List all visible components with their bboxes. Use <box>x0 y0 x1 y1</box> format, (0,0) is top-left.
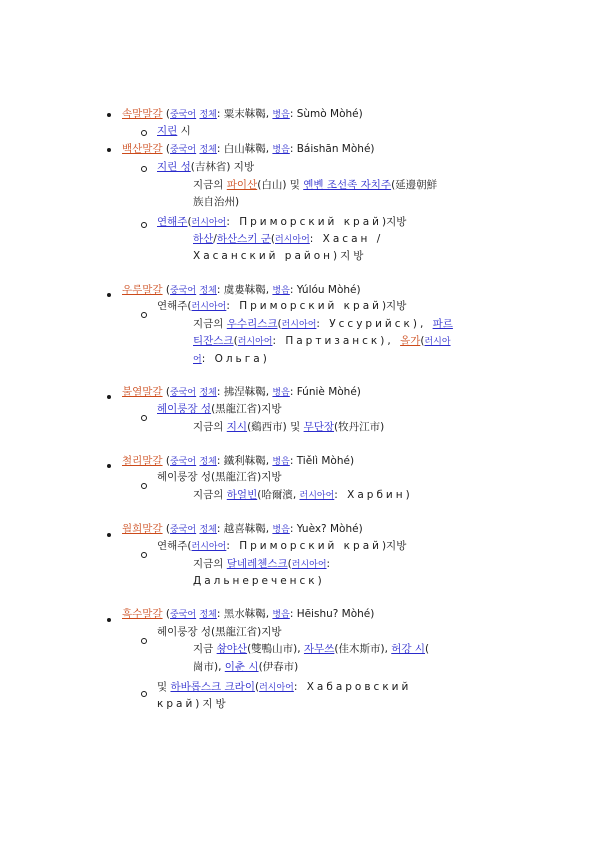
tribe-link[interactable]: 백산말갈 <box>122 143 163 155</box>
script-link[interactable]: 정체 <box>199 388 217 398</box>
text: (延邊朝鮮 <box>391 179 438 191</box>
sub-bullet-icon <box>141 552 147 558</box>
pinyin-link[interactable]: 병음 <box>272 145 290 155</box>
bullet-icon <box>107 395 111 399</box>
pinyin-text: Sùmò Mòhé <box>296 108 359 120</box>
place-link[interactable]: 솽야산 <box>216 643 248 655</box>
colon: : <box>289 108 297 120</box>
text: (佳木斯市), <box>334 643 392 655</box>
text: 연해주( <box>157 300 192 312</box>
colon: : <box>289 608 297 620</box>
lang-link[interactable]: 중국어 <box>170 610 197 620</box>
place-link[interactable]: 달네레첸스크 <box>226 558 288 570</box>
text: 및 <box>157 681 171 693</box>
tribe-link[interactable]: 철리말갈 <box>122 455 163 467</box>
russian-text: : Приморский край <box>226 300 382 312</box>
place-text: (黑龍江省)지방 <box>211 403 282 415</box>
text: )지방 <box>381 540 407 552</box>
place-link[interactable]: 하바롭스크 크라이 <box>170 681 255 693</box>
lang-link[interactable]: 러시아어 <box>291 560 327 570</box>
place-link[interactable]: 연해주 <box>157 216 188 228</box>
colon: : <box>289 386 297 398</box>
script-link[interactable]: 정체 <box>199 610 217 620</box>
place-link[interactable]: 무단장 <box>303 421 335 433</box>
paren-close: ) <box>358 523 363 535</box>
tribe-link[interactable]: 속말말갈 <box>122 108 163 120</box>
paren: ( <box>187 216 192 228</box>
sub-bullet-icon <box>141 483 147 489</box>
text: / <box>213 233 217 245</box>
russian-text: Дальнереченск) <box>193 575 325 587</box>
pinyin-link[interactable]: 병음 <box>272 457 290 467</box>
paren: ( <box>165 455 171 467</box>
sub-bullet-icon <box>141 222 147 228</box>
pinyin-text: Yuèx? Mòhé <box>296 523 359 535</box>
lang-link[interactable]: 러시아어 <box>299 491 335 501</box>
lang-link[interactable]: 러시아어 <box>259 683 294 693</box>
text: )지방 <box>381 300 407 312</box>
text: 연해주( <box>157 540 192 552</box>
paren: ( <box>165 523 171 535</box>
text: )지방 <box>381 216 407 228</box>
colon: : <box>289 523 297 535</box>
paren-close: ) <box>370 608 375 620</box>
colon: : <box>289 455 297 467</box>
lang-link[interactable]: 중국어 <box>170 388 197 398</box>
place-link[interactable]: 올가 <box>400 335 421 347</box>
paren: ( <box>165 608 171 620</box>
bullet-icon <box>107 618 111 622</box>
paren-close: ) <box>358 108 363 120</box>
text: 지금의 <box>193 421 227 433</box>
place-link[interactable]: 지린 <box>157 125 178 137</box>
tribe-link[interactable]: 우루말갈 <box>122 284 163 296</box>
text: (哈爾濱, <box>257 489 300 501</box>
script-link[interactable]: 정체 <box>199 457 217 467</box>
pinyin-link[interactable]: 병음 <box>272 610 290 620</box>
text: 헤이룽장 성(黑龍江省)지방 <box>157 471 282 483</box>
paren-close: ) <box>356 386 361 398</box>
lang-link[interactable]: 중국어 <box>170 110 197 120</box>
place-link[interactable]: 티잔스크 <box>193 335 234 347</box>
hanja-name: : 白山靺鞨, <box>216 143 273 155</box>
paren: ( <box>165 143 171 155</box>
lang-link[interactable]: 러시아어 <box>275 235 310 245</box>
text: (白山) 및 <box>257 179 304 191</box>
lang-link[interactable]: 러시아어 <box>191 542 227 552</box>
place-link[interactable]: 자무쓰 <box>303 643 335 655</box>
pinyin-link[interactable]: 병음 <box>272 388 290 398</box>
paren: ( <box>270 233 276 245</box>
paren-close: ) <box>356 284 361 296</box>
lang-link[interactable]: 중국어 <box>170 457 197 467</box>
bullet-icon <box>107 533 111 537</box>
paren-close: ) <box>370 143 375 155</box>
lang-link[interactable]: 중국어 <box>170 525 197 535</box>
russian-text: Хасанский район)지방 <box>193 250 367 262</box>
pinyin-link[interactable]: 병음 <box>272 525 290 535</box>
place-text: (吉林省) 지방 <box>190 161 255 173</box>
hanja-name: : 拂涅靺鞨, <box>216 386 273 398</box>
pinyin-link[interactable]: 병음 <box>272 110 290 120</box>
pinyin-text: Yúlóu Mòhé <box>296 284 357 296</box>
colon: : <box>289 143 297 155</box>
text: (牧丹江市) <box>334 421 385 433</box>
place-link[interactable]: 이춘 시 <box>224 661 259 673</box>
paren-close: ) <box>349 455 355 467</box>
script-link[interactable]: 정체 <box>199 110 217 120</box>
pinyin-text: Fúniè Mòhé <box>296 386 357 398</box>
paren: ( <box>425 643 430 655</box>
bullet-icon <box>107 464 111 468</box>
text: 지금의 <box>193 489 227 501</box>
russian-text: : Хабаровский <box>293 681 412 693</box>
russian-text: : Приморский край <box>226 216 382 228</box>
sub-bullet-icon <box>141 638 147 644</box>
paren: ( <box>233 335 238 347</box>
place-link[interactable]: 지시 <box>226 421 248 433</box>
colon: : <box>289 284 297 296</box>
place-link[interactable]: 하얼빈 <box>226 489 258 501</box>
russian-text: : Партизанск), <box>272 335 401 347</box>
place-text: 시 <box>177 125 191 137</box>
place-link[interactable]: 지린 성 <box>157 161 191 173</box>
russian-text: : Уссурийск), <box>316 318 433 330</box>
place-link[interactable]: 파이산 <box>226 179 258 191</box>
text: (雙鴨山市), <box>247 643 304 655</box>
text: 헤이룽장 성(黑龍江省)지방 <box>157 626 282 638</box>
lang-link[interactable]: 러시아어 <box>281 320 317 330</box>
place-link[interactable]: 헤이룽장 성 <box>157 403 212 415</box>
paren: ( <box>277 318 282 330</box>
paren: ( <box>165 284 171 296</box>
pinyin-link[interactable]: 병음 <box>272 286 290 296</box>
paren: ( <box>165 108 171 120</box>
sub-bullet-icon <box>141 415 147 421</box>
place-link[interactable]: 하산스키 군 <box>216 233 271 245</box>
text: 지금의 <box>193 558 227 570</box>
lang-link[interactable]: 러시아어 <box>237 337 273 347</box>
hanja-name: : 越喜靺鞨, <box>216 523 273 535</box>
paren: ( <box>287 558 292 570</box>
tribe-link[interactable]: 월희말갈 <box>122 523 163 535</box>
text: 崗市), <box>193 661 225 673</box>
lang-link[interactable]: 러시아어 <box>191 218 227 228</box>
text: 지금의 <box>193 179 227 191</box>
russian-text: : Хасан / <box>309 233 384 245</box>
text: 지금의 <box>193 318 227 330</box>
pinyin-text: Hēishu? Mòhé <box>296 608 371 620</box>
russian-text: : Ольга) <box>201 353 270 365</box>
text: : <box>326 558 331 570</box>
lang-link[interactable]: 어 <box>193 355 202 365</box>
lang-link[interactable]: 러시아 <box>424 337 451 347</box>
place-link[interactable]: 옌볜 조선족 자치주 <box>303 179 392 191</box>
sub-bullet-icon <box>141 312 147 318</box>
hanja-name: : 黑水靺鞨, <box>216 608 273 620</box>
text: (伊春市) <box>258 661 299 673</box>
lang-link[interactable]: 중국어 <box>170 286 197 296</box>
lang-link[interactable]: 러시아어 <box>191 302 227 312</box>
script-link[interactable]: 정체 <box>199 286 217 296</box>
hanja-name: : 虞婁靺鞨, <box>216 284 273 296</box>
bullet-icon <box>107 293 111 297</box>
hanja-name: : 粟末靺鞨, <box>216 108 273 120</box>
pinyin-text: Tiělì Mòhé <box>296 455 350 467</box>
paren: ( <box>254 681 260 693</box>
paren: ( <box>165 386 171 398</box>
bullet-icon <box>107 113 111 117</box>
lang-link[interactable]: 중국어 <box>170 145 197 155</box>
sub-bullet-icon <box>141 130 147 136</box>
place-link[interactable]: 하산 <box>193 233 214 245</box>
bullet-icon <box>107 148 111 152</box>
tribe-link[interactable]: 불열말갈 <box>122 386 163 398</box>
tribe-link[interactable]: 흑수말갈 <box>122 608 163 620</box>
hanja-name: : 鐵利靺鞨, <box>216 455 273 467</box>
place-link[interactable]: 우수리스크 <box>226 318 278 330</box>
text: (鷄西市) 및 <box>247 421 304 433</box>
script-link[interactable]: 정체 <box>199 145 217 155</box>
russian-text: : Харбин) <box>334 489 413 501</box>
russian-text: : Приморский край <box>226 540 382 552</box>
sub-bullet-icon <box>141 166 147 172</box>
pinyin-text: Báishān Mòhé <box>296 143 371 155</box>
place-link[interactable]: 파르 <box>432 318 453 330</box>
sub-bullet-icon <box>141 691 147 697</box>
text: 지금 <box>193 643 217 655</box>
russian-text: край)지방 <box>157 698 229 710</box>
text: 族自治州) <box>193 196 240 208</box>
script-link[interactable]: 정체 <box>199 525 217 535</box>
place-link[interactable]: 허강 시 <box>391 643 426 655</box>
paren: ( <box>420 335 425 347</box>
